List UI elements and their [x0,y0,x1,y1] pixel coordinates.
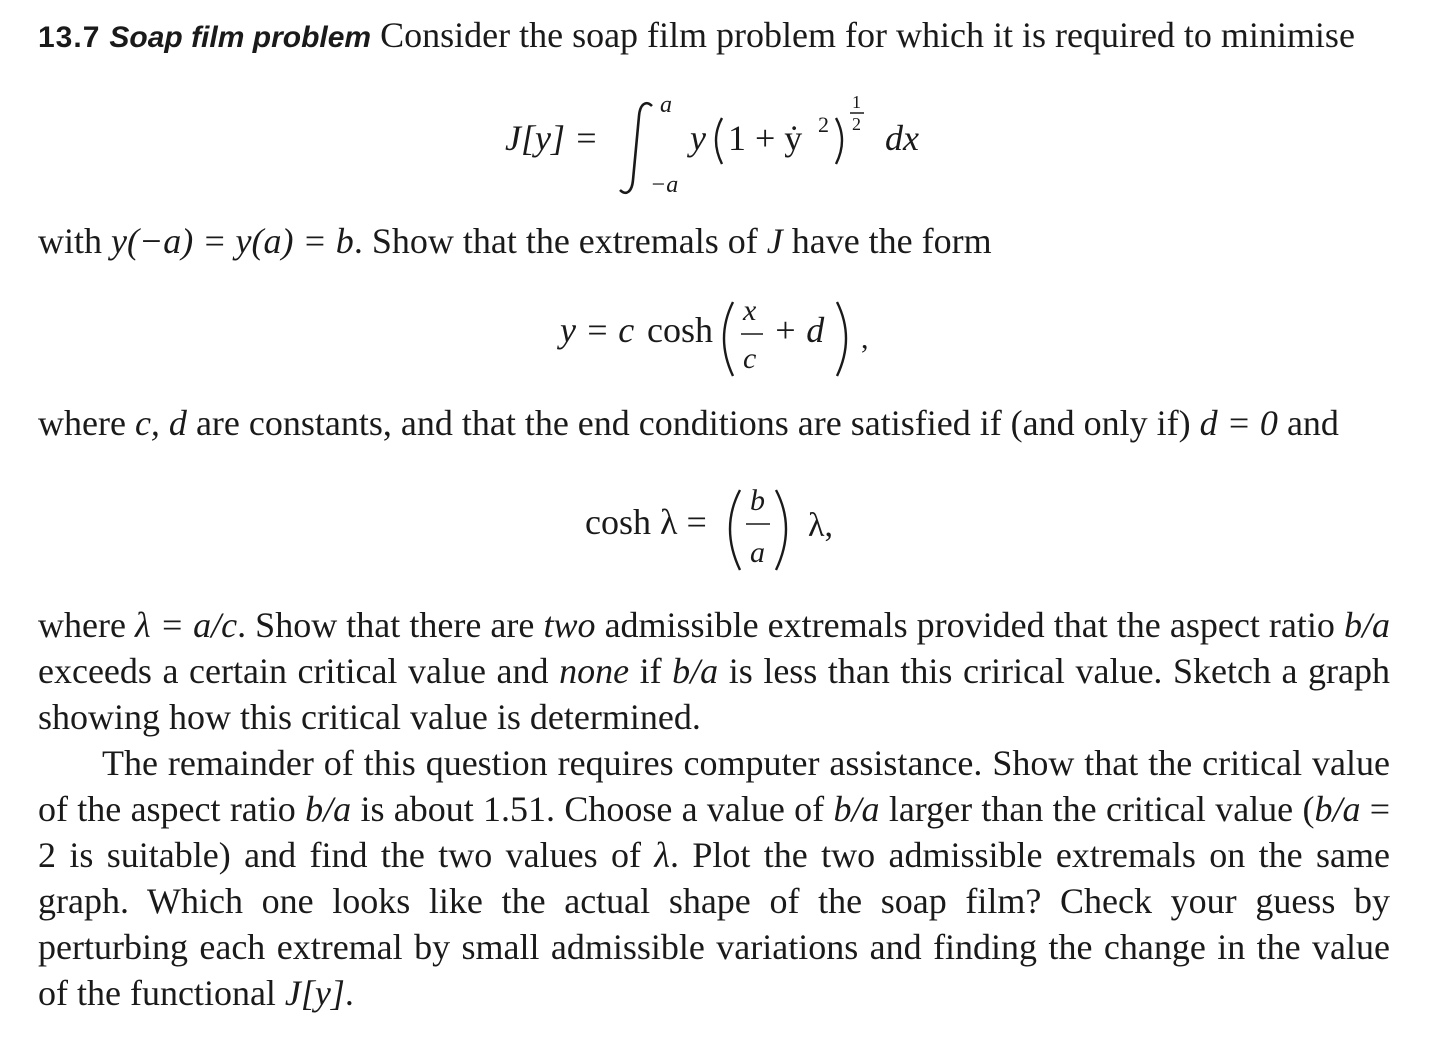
p2-J: J [766,221,783,261]
p4-t2: . Show that there are [237,605,535,645]
left-paren-icon [716,118,722,164]
eq3-rhs: λ, [808,507,833,544]
p4-t6: is less than this crirical value. Sketch a graph showing how this critical value is determined. [38,651,1391,737]
p2-text2: have the form [791,221,992,261]
p3-t1: where [38,403,126,443]
p5-t6: . [344,973,354,1013]
p2-text: . Show that the extremals of [353,221,758,261]
eq1-integrand-y: y [690,118,706,158]
eq1-exp-den: 2 [852,114,861,134]
p4-t3: admissible extremals provided that the aspect ratio [604,605,1335,645]
exercise-intro: Consider the soap film problem for which it is required to minimise [380,15,1355,55]
p5-t4: = 2 is suitable) and find the two values of [38,789,1391,875]
right-paren-icon [837,302,846,376]
p2-with: with [38,221,103,261]
p5-t2: is about 1.51. Choose a value of [360,789,825,829]
equation-functional [500,88,960,198]
eq3-lhs: cosh λ = [585,502,707,542]
p5-t5: . Plot the two admissible extremals on the same graph. Which one looks like the actual shape of the soap film? Check your guess by perturbing each extremal by small admissible variations and finding the change in the value of the functional [38,835,1390,1013]
left-paren-icon [724,302,733,376]
exercise-number: 13.7 [38,21,101,54]
paragraph-computer-assistance [38,740,1390,1016]
eq1-inner: 1 + ẏ [728,118,803,158]
equation-extremal [555,288,895,388]
p5-t3: larger than the critical value ( [888,789,1315,829]
eq3-frac-num: b [750,484,765,517]
p5-Jy: J[y] [284,973,345,1013]
p3-cd: c, d [134,403,187,443]
eq1-dx: dx [885,118,919,158]
paragraph-aspect-ratio [38,602,1390,740]
p3-t3: and [1286,403,1339,443]
p5-t1: The remainder of this question requires computer assistance. Show that the critical value of the aspect ratio [38,743,1390,829]
p3-t2: are constants, and that the end conditions are satisfied if (and only if) [195,403,1191,443]
p4-t1: where [38,605,126,645]
eq1-exp-num: 1 [852,92,861,112]
eq2-lhs: y = c [560,310,635,350]
p4-two: two [543,605,596,645]
p5-ba3: b/a [1314,789,1361,829]
p5-ba2: b/a [833,789,880,829]
eq1-lhs: J[y] = [505,118,599,158]
eq3-frac-den: a [750,536,765,569]
p2-condition: y(−a) = y(a) = b [111,221,354,261]
eq2-cosh: cosh [647,310,713,350]
p4-t4: exceeds a certain critical value and [38,651,549,691]
exercise-heading [38,12,1390,61]
p4-t5: if [639,651,662,691]
eq2-frac-num: x [743,294,757,327]
eq1-upper-limit: a [660,92,672,118]
left-paren-icon [730,490,740,570]
paragraph-constants [38,400,1390,446]
p4-lambda: λ = a/c [135,605,238,645]
eq2-plus-d: + d [773,310,825,350]
exercise-title: Soap film problem [109,21,372,54]
paragraph-boundary-conditions [38,218,1390,264]
p5-lambda: λ [654,835,670,875]
equation-lambda [580,478,880,578]
p4-ba1: b/a [1343,605,1390,645]
eq2-frac-den: c [743,342,757,375]
p4-none: none [559,651,630,691]
p4-ba2: b/a [672,651,719,691]
right-paren-icon [836,118,842,164]
eq1-lower-limit: −a [650,172,679,198]
integral-sign-icon [620,103,652,193]
p3-d0: d = 0 [1199,403,1278,443]
eq1-square: 2 [818,112,829,137]
eq2-comma: , [861,322,869,355]
p5-ba1: b/a [305,789,352,829]
right-paren-icon [776,490,786,570]
